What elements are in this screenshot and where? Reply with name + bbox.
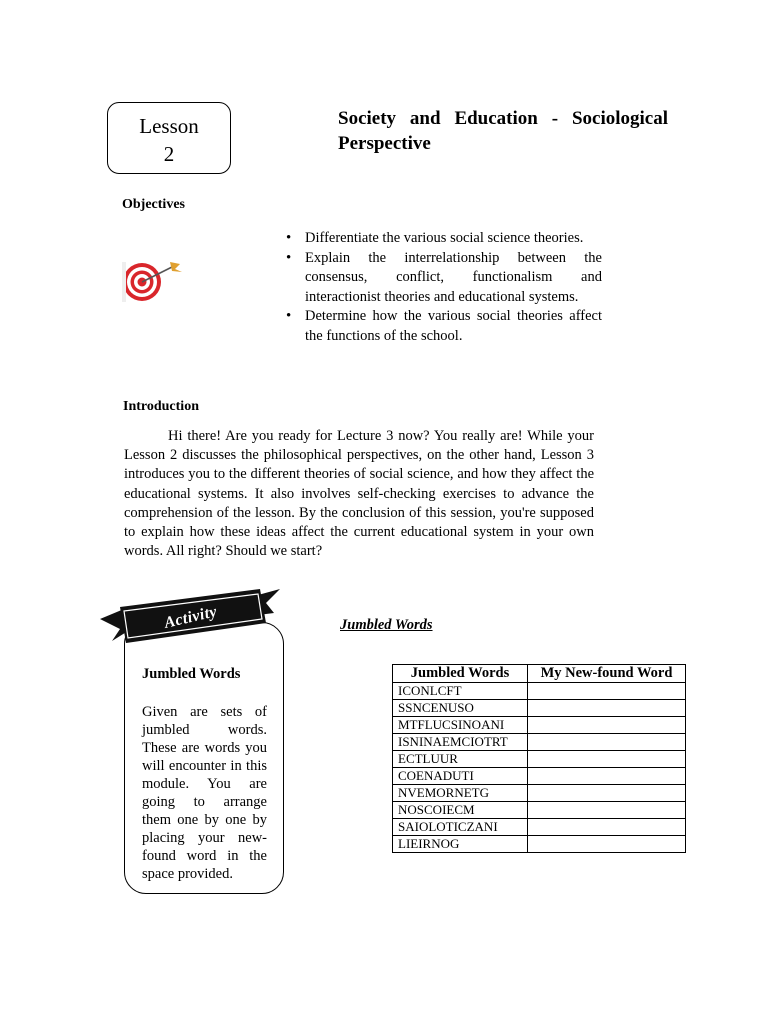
jumbled-word-cell: SSNCENUSO [393,700,528,717]
jumbled-word-cell: NOSCOIECM [393,802,528,819]
jumbled-word-cell: LIEIRNOG [393,836,528,853]
answer-cell[interactable] [528,785,686,802]
answer-cell[interactable] [528,734,686,751]
answer-cell[interactable] [528,768,686,785]
jumbled-word-cell: ECTLUUR [393,751,528,768]
table-row [393,734,686,751]
column-header-new-word: My New-found Word [528,665,686,683]
table-row [393,836,686,853]
jumbled-word-cell: MTFLUCSINOANI [393,717,528,734]
answer-cell[interactable] [528,751,686,768]
introduction-heading: Introduction [123,399,199,414]
activity-ribbon-label: Activity [162,603,219,632]
introduction-paragraph [124,427,594,561]
answer-cell[interactable] [528,700,686,717]
jumbled-word-cell: ISNINAEMCIOTRT [393,734,528,751]
target-dart-icon [122,258,186,304]
column-header-jumbled: Jumbled Words [393,665,528,683]
table-row [393,768,686,785]
lesson-number-box [107,102,231,174]
table-row [393,751,686,768]
table-row [393,819,686,836]
table-row [393,802,686,819]
objective-item: • Explain the interrelationship between the consensus, conflict, functionalism and interactionist theories and educational systems. [284,249,602,308]
lesson-label: Lesson [139,114,199,138]
jumbled-word-cell: SAIOLOTICZANI [393,819,528,836]
objectives-heading: Objectives [122,197,185,212]
objective-item: • Differentiate the various social science theories. [284,229,602,249]
jumbled-words-title: Jumbled Words [340,617,433,633]
answer-cell[interactable] [528,819,686,836]
activity-instructions: Given are sets of jumbled words. These are words you will encounter in this module. You are going to arrange them one by one by placing your new-found word in the space provided. [142,704,267,882]
jumbled-word-cell: COENADUTI [393,768,528,785]
table-row [393,700,686,717]
answer-cell[interactable] [528,802,686,819]
jumbled-word-cell: ICONLCFT [393,683,528,700]
answer-cell[interactable] [528,683,686,700]
answer-cell[interactable] [528,836,686,853]
lesson-number: 2 [163,142,175,166]
jumbled-word-cell: NVEMORNETG [393,785,528,802]
objective-item: • Determine how the various social theories affect the functions of the school. [284,307,602,346]
page-title: Society and Education - Sociological Perspective [338,108,668,154]
introduction-text: Hi there! Are you ready for Lecture 3 now? You really are! While your Lesson 2 discusses the philosophical perspectives, on the other hand, Lesson 3 introduces you to the different theories of social science, and how they affect the educational systems. It also involves self-checking exercises to advance the comprehension of the lesson. By the conclusion of this session, you're supposed to explain how these ideas affect the current educational system in your own words. All right? Should we start? [124,428,594,560]
objectives-list [284,229,602,346]
activity-heading: Jumbled Words [142,666,241,682]
activity-ribbon-banner [98,585,282,657]
table-row [393,717,686,734]
table-row [393,785,686,802]
answer-cell[interactable] [528,717,686,734]
table-row [393,683,686,700]
jumbled-words-table [392,664,686,853]
